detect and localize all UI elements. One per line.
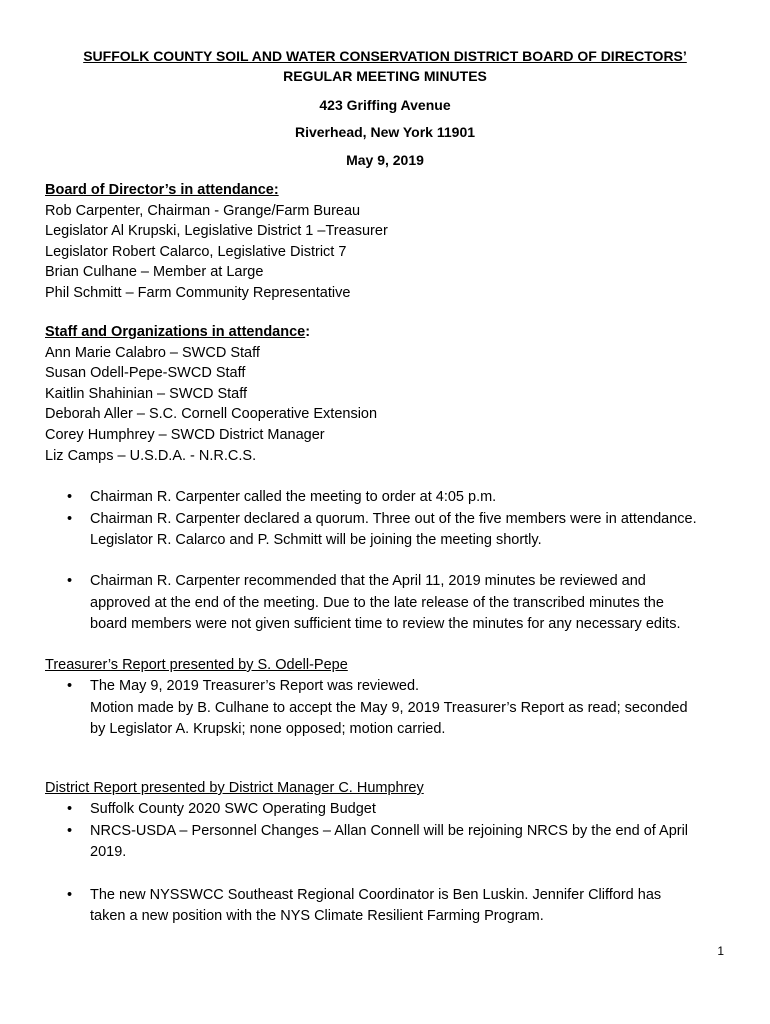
staff-heading: Staff and Organizations in attendance: bbox=[45, 324, 311, 340]
minutes-bullet bbox=[45, 571, 735, 636]
bullet-icon: • bbox=[67, 886, 73, 903]
list-item: • The new NYSSWCC Southeast Regional Coordinator is Ben Luskin. Jennifer Clifford has taken a new position with the NYS Climate Resilient Farming Program. bbox=[67, 886, 662, 924]
bullet-icon: • bbox=[67, 822, 73, 839]
staff-member: Corey Humphrey – SWCD District Manager bbox=[45, 426, 325, 443]
staff-member: Ann Marie Calabro – SWCD Staff bbox=[45, 344, 260, 361]
page-subtitle: REGULAR MEETING MINUTES bbox=[283, 68, 487, 84]
bullet-icon: • bbox=[67, 573, 73, 589]
page-number: 1 bbox=[717, 944, 724, 958]
list-item: • Suffolk County 2020 SWC Operating Budget bbox=[45, 799, 735, 821]
bullet-icon: • bbox=[67, 510, 73, 527]
bullet-icon: • bbox=[67, 678, 73, 694]
district-section bbox=[45, 778, 735, 800]
board-member: Legislator Al Krupski, Legislative District 1 –Treasurer bbox=[45, 223, 388, 240]
staff-member: Susan Odell-Pepe-SWCD Staff bbox=[45, 365, 246, 382]
district-heading: District Report presented by District Manager C. Humphrey bbox=[45, 780, 424, 796]
board-section bbox=[45, 180, 735, 304]
address-line-1: 423 Griffing Avenue bbox=[319, 97, 451, 113]
list-item: • Chairman R. Carpenter called the meeting to order at 4:05 p.m. bbox=[45, 487, 735, 509]
board-member: Brian Culhane – Member at Large bbox=[45, 264, 264, 281]
staff-member: Liz Camps – U.S.D.A. - N.R.C.S. bbox=[45, 447, 257, 464]
treasurer-heading: Treasurer’s Report presented by S. Odell-Pepe bbox=[45, 657, 348, 673]
list-item: • NRCS-USDA – Personnel Changes – Allan Connell will be rejoining NRCS by the end of April 2019. bbox=[67, 822, 689, 860]
list-item: • The May 9, 2019 Treasurer’s Report was reviewed. Motion made by B. Culhane to accept the May 9, 2019 Treasurer’s Report as read; seconded by Legislator A. Krupski; none opposed; motion carried. bbox=[67, 678, 688, 737]
board-heading: Board of Director’s in attendance: bbox=[45, 182, 279, 198]
list-item: • Chairman R. Carpenter recommended that the April 11, 2019 minutes be reviewed and approved at the end of the meeting. Due to the late release of the transcribed minutes the board members were not given sufficient time to review the minutes for any necessary edits. bbox=[67, 573, 681, 632]
meeting-date: May 9, 2019 bbox=[346, 152, 424, 168]
board-member: Rob Carpenter, Chairman - Grange/Farm Bureau bbox=[45, 202, 361, 219]
bullet-icon: • bbox=[67, 489, 73, 505]
district-bullets bbox=[45, 799, 735, 928]
staff-member: Deborah Aller – S.C. Cornell Cooperative Extension bbox=[45, 406, 378, 423]
treasurer-bullets bbox=[45, 676, 735, 741]
bullet-icon: • bbox=[67, 801, 73, 817]
board-member: Phil Schmitt – Farm Community Representative bbox=[45, 284, 351, 301]
staff-member: Kaitlin Shahinian – SWCD Staff bbox=[45, 385, 248, 402]
staff-section bbox=[45, 322, 735, 466]
list-item: • Chairman R. Carpenter declared a quorum. Three out of the five members were in attendance. Legislator R. Calarco and P. Schmitt will be joining the meeting shortly. bbox=[67, 510, 697, 548]
page-title: SUFFOLK COUNTY SOIL AND WATER CONSERVATION DISTRICT BOARD OF DIRECTORS’ bbox=[83, 48, 687, 64]
treasurer-section bbox=[45, 655, 735, 677]
board-member: Legislator Robert Calarco, Legislative District 7 bbox=[45, 243, 347, 260]
opening-bullets bbox=[45, 487, 735, 552]
address-line-2: Riverhead, New York 11901 bbox=[294, 124, 476, 140]
